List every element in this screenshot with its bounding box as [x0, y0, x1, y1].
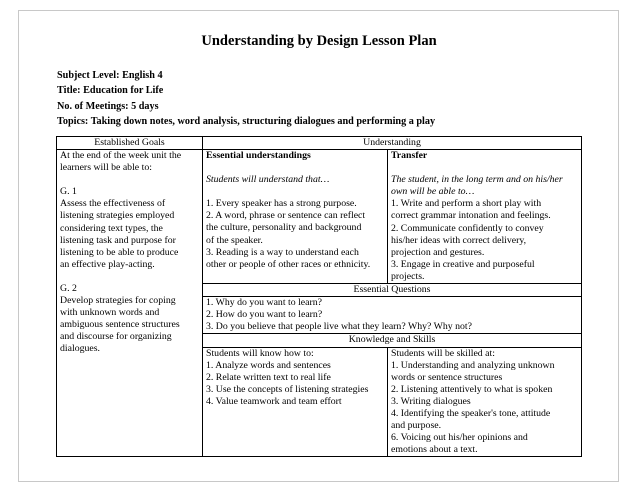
- transfer-lead-line: own will be able to…: [391, 186, 475, 198]
- understanding-line: 2. A word, phrase or sentence can reflect: [206, 210, 366, 222]
- essential-understandings-cell: [203, 150, 388, 284]
- document-title: Understanding by Design Lesson Plan: [201, 33, 437, 49]
- transfer-cell: [388, 150, 582, 284]
- goals-intro-line: learners will be able to:: [60, 162, 152, 174]
- essential-questions-cell: [203, 297, 582, 334]
- lesson-plan-table: [56, 136, 582, 457]
- goal-g1-line: Assess the effectiveness of: [60, 198, 166, 210]
- knowledge-item: 3. Use the concepts of listening strategies: [206, 383, 369, 395]
- transfer-lead-line: The student, in the long term and on his/her: [391, 174, 563, 186]
- essential-understandings-lead: Students will understand that…: [206, 174, 330, 186]
- transfer-heading: Transfer: [391, 150, 428, 162]
- goals-intro-line: At the end of the week unit the: [60, 150, 182, 162]
- transfer-line: his/her ideas with correct delivery,: [391, 234, 527, 246]
- skill-item: 2. Listening attentively to what is spoken: [391, 383, 553, 395]
- skill-item: emotions about a text.: [391, 444, 478, 456]
- goal-g1-line: considering text types, the: [60, 222, 163, 234]
- number-of-meetings: No. of Meetings: 5 days: [57, 100, 159, 112]
- skill-item: words or sentence structures: [391, 371, 503, 383]
- understanding-header: Understanding: [203, 137, 582, 150]
- goal-g1-line: listening strategies employed: [60, 210, 175, 222]
- knowledge-item: 2. Relate written text to real life: [206, 371, 331, 383]
- skills-lead: Students will be skilled at:: [391, 347, 495, 359]
- essential-question: 2. How do you want to learn?: [206, 309, 323, 321]
- understanding-line: the culture, personality and background: [206, 222, 362, 234]
- knowledge-skills-heading: Knowledge and Skills: [203, 334, 582, 347]
- goal-g2-line: and discourse for organizing: [60, 331, 172, 343]
- goal-g2-line: dialogues.: [60, 343, 100, 355]
- essential-question: 3. Do you believe that people live what they learn? Why? Why not?: [206, 321, 472, 333]
- understanding-row: [57, 150, 582, 284]
- goal-g1-line: listening task and purpose for: [60, 234, 176, 246]
- skill-item: and purpose.: [391, 420, 442, 432]
- table-header-row: [57, 137, 582, 150]
- transfer-line: correct grammar intonation and feelings.: [391, 210, 551, 222]
- transfer-line: 3. Engage in creative and purposeful: [391, 258, 535, 270]
- understanding-line: of the speaker.: [206, 234, 263, 246]
- lesson-title: Title: Education for Life: [57, 85, 164, 97]
- goal-g1-line: listening to be able to produce: [60, 246, 179, 258]
- transfer-line: projects.: [391, 270, 425, 282]
- established-goals-cell: [57, 150, 203, 457]
- transfer-line: 1. Write and perform a short play with: [391, 198, 542, 210]
- goal-g1-line: an effective play-acting.: [60, 258, 155, 270]
- goal-g2-line: with unknown words and: [60, 307, 160, 319]
- skill-item: 4. Identifying the speaker's tone, attitude: [391, 407, 551, 419]
- goal-g1-label: G. 1: [60, 186, 77, 198]
- goal-g2-label: G. 2: [60, 282, 77, 294]
- skill-item: 1. Understanding and analyzing unknown: [391, 359, 555, 371]
- topics: Topics: Taking down notes, word analysis, structuring dialogues and performing a play: [57, 115, 436, 127]
- knowledge-lead: Students will know how to:: [206, 347, 314, 359]
- knowledge-cell: [203, 347, 388, 457]
- understanding-line: other or people of other races or ethnicity.: [206, 258, 371, 270]
- understanding-line: 1. Every speaker has a strong purpose.: [206, 198, 357, 210]
- transfer-line: 2. Communicate confidently to convey: [391, 222, 544, 234]
- essential-question: 1. Why do you want to learn?: [206, 297, 322, 309]
- knowledge-item: 1. Analyze words and sentences: [206, 359, 331, 371]
- goal-g2-line: Develop strategies for coping: [60, 295, 176, 307]
- lesson-meta: [57, 68, 435, 129]
- knowledge-item: 4. Value teamwork and team effort: [206, 395, 342, 407]
- established-goals-header: Established Goals: [57, 137, 203, 150]
- essential-questions-heading: Essential Questions: [203, 284, 582, 297]
- understanding-line: 3. Reading is a way to understand each: [206, 246, 359, 258]
- goal-g2-line: ambiguous sentence structures: [60, 319, 180, 331]
- subject-level: Subject Level: English 4: [57, 70, 163, 81]
- transfer-line: projection and gestures.: [391, 246, 485, 258]
- skills-cell: [388, 347, 582, 457]
- essential-understandings-heading: Essential understandings: [206, 150, 311, 162]
- skill-item: 6. Voicing out his/her opinions and: [391, 432, 528, 444]
- skill-item: 3. Writing dialogues: [391, 395, 471, 407]
